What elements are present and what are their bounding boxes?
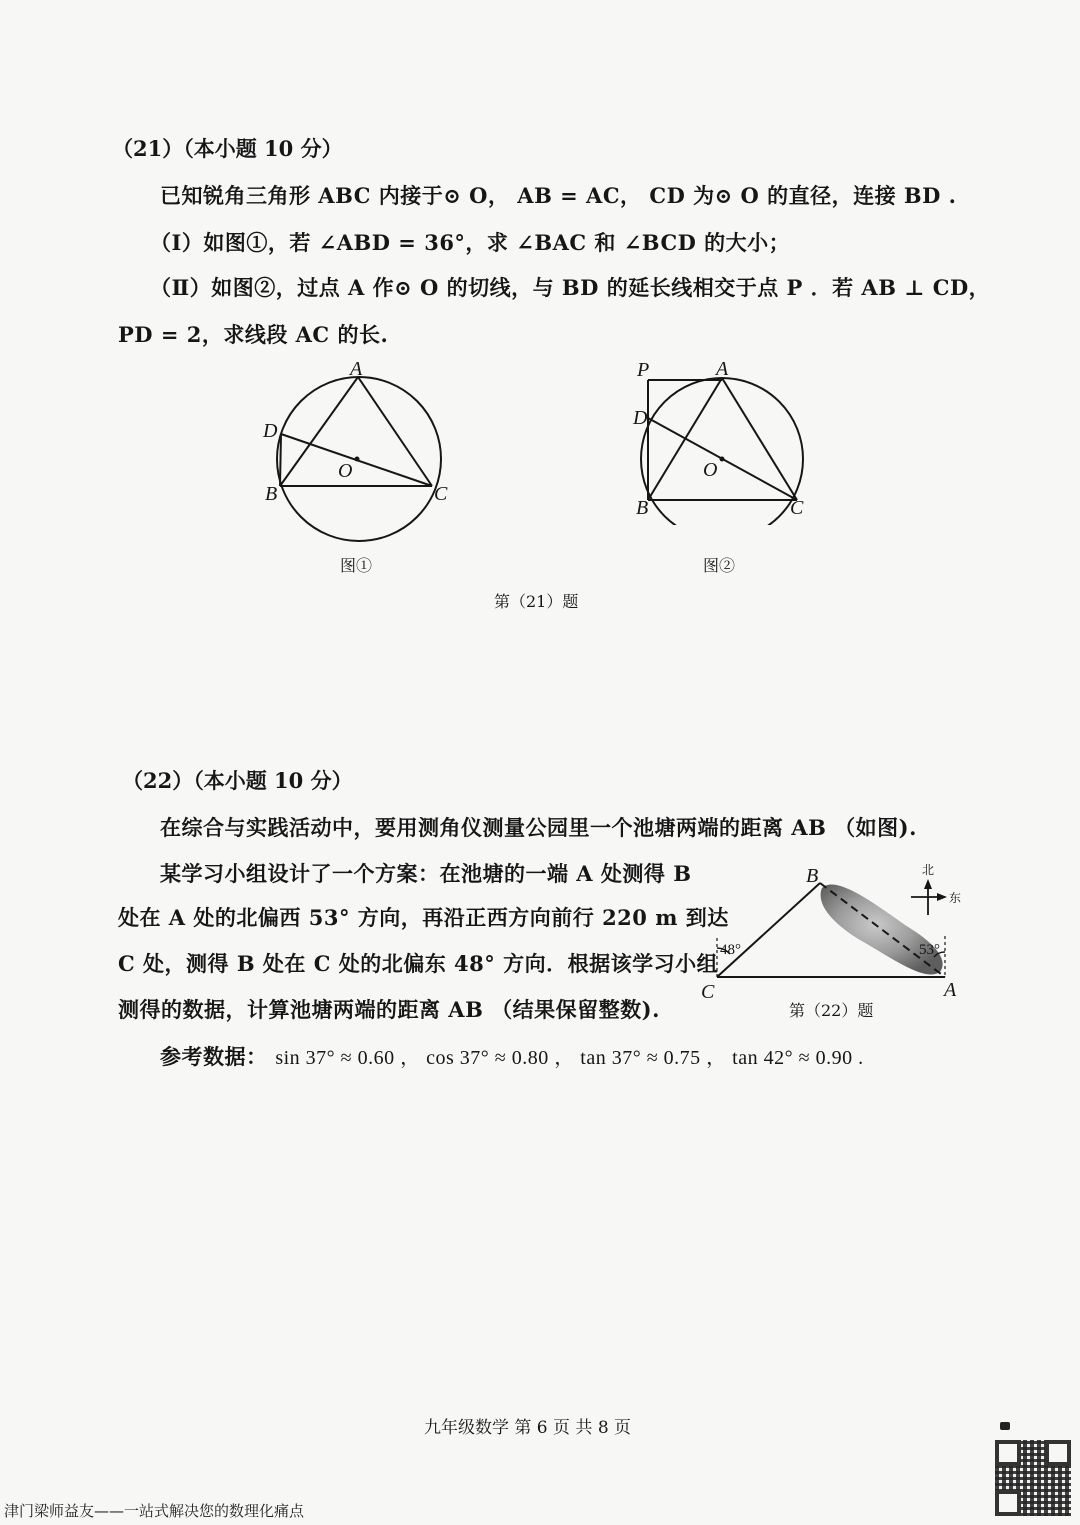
fig1-label-b: B bbox=[265, 483, 278, 505]
compass-east-label: 东 bbox=[949, 891, 962, 905]
q21-part2-line2: PD = 2，求线段 AC 的长. bbox=[118, 322, 389, 347]
q22-caption: 第（22）题 bbox=[789, 1001, 874, 1020]
fig1-label-d: D bbox=[263, 420, 278, 442]
fig2-label-d: D bbox=[633, 407, 648, 429]
fig1-label-o: O bbox=[338, 460, 353, 482]
page-footer: 九年级数学 第 6 页 共 8 页 bbox=[424, 1418, 632, 1438]
q22-line2: 某学习小组设计了一个方案：在池塘的一端 A 处测得 B bbox=[160, 861, 692, 886]
q22-figure bbox=[700, 855, 965, 1005]
qr-badge-icon bbox=[1000, 1422, 1010, 1430]
fig2-caption: 图② bbox=[703, 556, 736, 575]
q22-segment-bc bbox=[717, 883, 820, 977]
fig2-label-b: B bbox=[636, 497, 649, 519]
q21-part2-line1: （Ⅱ）如图②，过点 A 作⊙ O 的切线，与 BD 的延长线相交于点 P ．若 AB ⊥ CD， bbox=[150, 275, 991, 300]
angle-c-label: 48° bbox=[720, 942, 741, 958]
q22-label-a: A bbox=[944, 979, 957, 1001]
watermark-text: 津门梁师益友——一站式解决您的数理化痛点 bbox=[4, 1502, 305, 1520]
fig2-label-c: C bbox=[790, 497, 804, 519]
q22-line4: C 处，测得 B 处在 C 处的北偏东 48° 方向．根据该学习小组 bbox=[118, 951, 719, 976]
fig1-ac bbox=[358, 377, 432, 486]
qr-code bbox=[995, 1440, 1071, 1516]
q21-part1: （Ⅰ）如图①，若 ∠ABD = 36°，求 ∠BAC 和 ∠BCD 的大小； bbox=[150, 230, 791, 255]
q22-ref-values: sin 37° ≈ 0.60 ， cos 37° ≈ 0.80 ， tan 37° ≈ 0.75 ， tan 42° ≈ 0.90 . bbox=[275, 1047, 864, 1069]
q22-line5: 测得的数据，计算池塘两端的距离 AB （结果保留整数). bbox=[118, 997, 660, 1022]
fig2-label-o: O bbox=[703, 459, 718, 481]
q21-caption: 第（21）题 bbox=[494, 592, 579, 611]
fig2-circle bbox=[641, 378, 803, 525]
q21-figure-1 bbox=[250, 355, 480, 570]
q21-stem: 已知锐角三角形 ABC 内接于⊙ O， AB = AC， CD 为⊙ O 的直径，连接 BD . bbox=[160, 183, 957, 208]
angle-a-label: 53° bbox=[919, 942, 940, 958]
compass-north-arrow bbox=[924, 879, 932, 889]
compass-east-arrow bbox=[937, 893, 947, 901]
fig1-bd bbox=[280, 434, 281, 486]
fig2-label-p: P bbox=[637, 359, 650, 381]
compass-north-label: 北 bbox=[922, 863, 935, 877]
q21-heading: （21）（本小题 10 分） bbox=[112, 136, 343, 161]
q22-reference bbox=[160, 1041, 864, 1071]
q22-ref-label: 参考数据： bbox=[160, 1044, 268, 1069]
q21-figure-2 bbox=[625, 355, 825, 525]
fig1-caption: 图① bbox=[340, 556, 373, 575]
fig2-ac bbox=[722, 378, 797, 500]
fig1-label-c: C bbox=[434, 483, 448, 505]
fig1-center-dot bbox=[355, 457, 360, 462]
fig1-label-a: A bbox=[350, 358, 363, 380]
fig2-label-a: A bbox=[716, 358, 729, 380]
q22-label-b: B bbox=[806, 865, 819, 887]
q22-label-c: C bbox=[701, 981, 715, 1003]
q22-line1: 在综合与实践活动中，要用测角仪测量公园里一个池塘两端的距离 AB （如图). bbox=[160, 815, 917, 840]
fig2-center-dot bbox=[720, 457, 725, 462]
q22-line3: 处在 A 处的北偏西 53° 方向，再沿正西方向前行 220 m 到达 bbox=[118, 905, 729, 930]
q22-heading: （22）（本小题 10 分） bbox=[122, 768, 353, 793]
